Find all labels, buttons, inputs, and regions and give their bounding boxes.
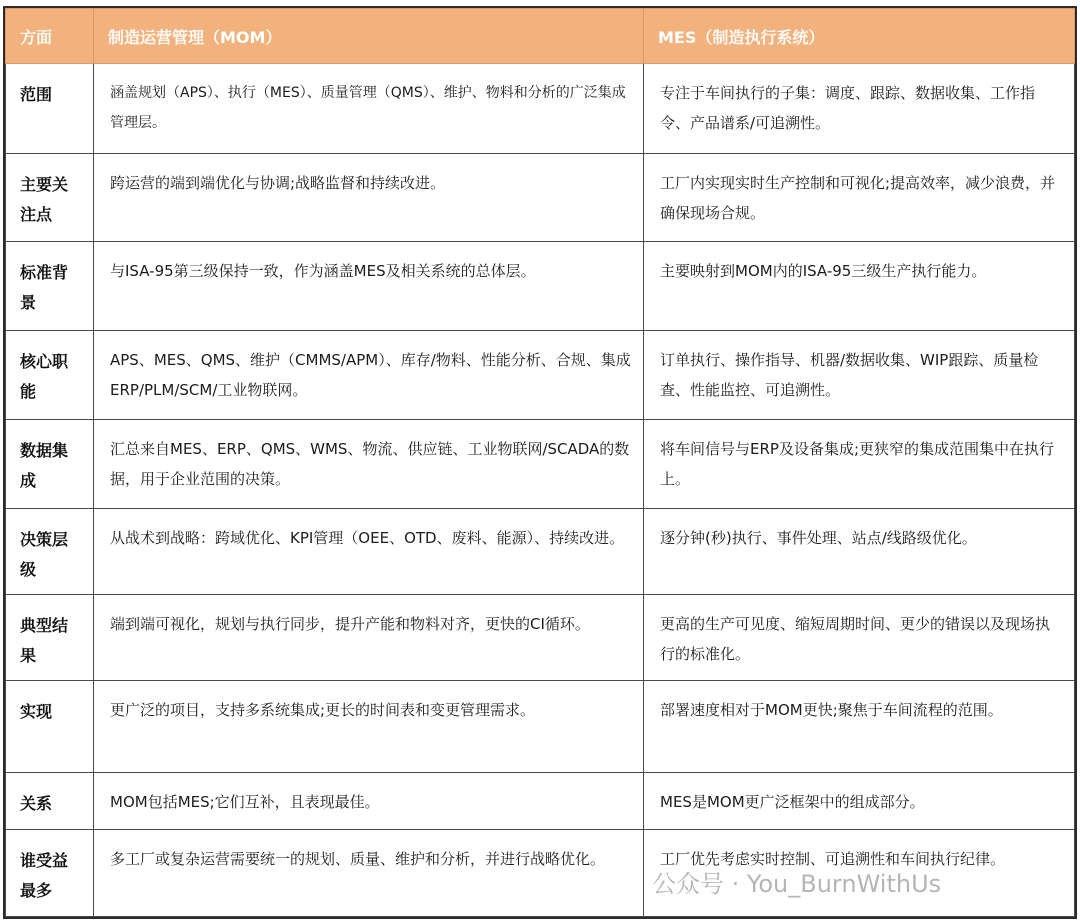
row-mes-cell: 逐分钟(秒)执行、事件处理、站点/线路级优化。 xyxy=(644,509,1075,595)
table-row xyxy=(6,595,1075,681)
row-aspect: 典型结果 xyxy=(6,595,94,681)
row-mes-cell: 将车间信号与ERP及设备集成;更狭窄的集成范围集中在执行上。 xyxy=(644,419,1075,508)
row-mes-cell: MES是MOM更广泛框架中的组成部分。 xyxy=(644,772,1075,829)
table-row xyxy=(6,242,1075,330)
row-mom-cell: 与ISA-95第三级保持一致，作为涵盖MES及相关系统的总体层。 xyxy=(94,242,644,330)
row-mom-cell: 汇总来自MES、ERP、QMS、WMS、物流、供应链、工业物联网/SCADA的数据，用于企业范围的决策。 xyxy=(94,419,644,508)
row-aspect: 标准背景 xyxy=(6,242,94,330)
table-row xyxy=(6,64,1075,154)
table-row xyxy=(6,772,1075,829)
header-aspect: 方面 xyxy=(6,9,94,64)
watermark-text: 公众号 · You_BurnWithUs xyxy=(652,870,942,898)
row-mom-cell: 跨运营的端到端优化与协调;战略监督和持续改进。 xyxy=(94,154,644,242)
row-mom-cell: APS、MES、QMS、维护（CMMS/APM）、库存/物料、性能分析、合规、集成ERP/PLM/SCM/工业物联网。 xyxy=(94,330,644,419)
row-mes-cell: 更高的生产可见度、缩短周期时间、更少的错误以及现场执行的标准化。 xyxy=(644,595,1075,681)
row-mom-cell: 端到端可视化，规划与执行同步，提升产能和物料对齐，更快的CI循环。 xyxy=(94,595,644,681)
row-mes-cell: 主要映射到MOM内的ISA-95三级生产执行能力。 xyxy=(644,242,1075,330)
table-row xyxy=(6,681,1075,772)
row-mes-cell: 部署速度相对于MOM更快;聚焦于车间流程的范围。 xyxy=(644,681,1075,772)
table-row xyxy=(6,154,1075,242)
table-header-row xyxy=(6,9,1075,64)
row-mom-cell: MOM包括MES;它们互补，且表现最佳。 xyxy=(94,772,644,829)
header-mom: 制造运营管理（MOM） xyxy=(94,9,644,64)
row-mom-cell: 更广泛的项目，支持多系统集成;更长的时间表和变更管理需求。 xyxy=(94,681,644,772)
row-mes-cell: 订单执行、操作指导、机器/数据收集、WIP跟踪、质量检查、性能监控、可追溯性。 xyxy=(644,330,1075,419)
row-aspect: 谁受益最多 xyxy=(6,829,94,916)
row-aspect: 主要关注点 xyxy=(6,154,94,242)
row-aspect: 决策层级 xyxy=(6,509,94,595)
mom-vs-mes-table xyxy=(5,8,1075,917)
table-row xyxy=(6,330,1075,419)
row-aspect: 实现 xyxy=(6,681,94,772)
row-aspect: 数据集成 xyxy=(6,419,94,508)
row-mom-cell: 涵盖规划（APS）、执行（MES）、质量管理（QMS）、维护、物料和分析的广泛集成管理层。 xyxy=(94,64,644,154)
row-mom-cell: 从战术到战略：跨域优化、KPI管理（OEE、OTD、废料、能源）、持续改进。 xyxy=(94,509,644,595)
row-aspect: 关系 xyxy=(6,772,94,829)
row-mes-cell: 工厂内实现实时生产控制和可视化;提高效率，减少浪费，并确保现场合规。 xyxy=(644,154,1075,242)
table-row xyxy=(6,419,1075,508)
comparison-table-frame xyxy=(3,6,1077,919)
row-mes-cell: 工厂优先考虑实时控制、可追溯性和车间执行纪律。 xyxy=(644,829,1075,916)
row-aspect: 范围 xyxy=(6,64,94,154)
row-mes-cell: 专注于车间执行的子集：调度、跟踪、数据收集、工作指令、产品谱系/可追溯性。 xyxy=(644,64,1075,154)
row-aspect: 核心职能 xyxy=(6,330,94,419)
table-row xyxy=(6,829,1075,916)
header-mes: MES（制造执行系统） xyxy=(644,9,1075,64)
table-row xyxy=(6,509,1075,595)
row-mom-cell: 多工厂或复杂运营需要统一的规划、质量、维护和分析，并进行战略优化。 xyxy=(94,829,644,916)
